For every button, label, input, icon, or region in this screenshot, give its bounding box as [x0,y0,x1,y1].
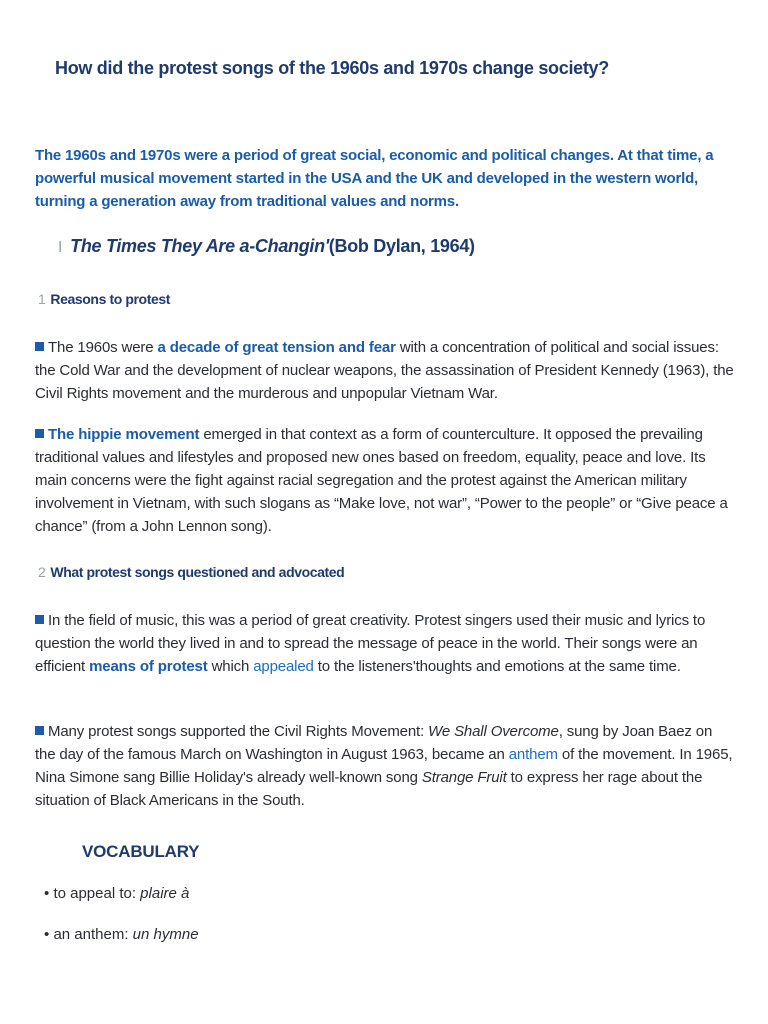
song-title-we-shall-overcome: We Shall Overcome [428,723,559,740]
song-title-strange-fruit: Strange Fruit [421,769,507,786]
paragraph-creativity: In the field of music, this was a period of great creativity. Protest singers used their music and lyrics to question the world they lived in and to spread the message of peace in the world. Their songs were an efficient means of protest which appealed to the listeners'thoughts and emotions at the same time. [35,612,706,675]
square-bullet-icon [35,726,44,735]
section-title: Reasons to protest [50,291,170,307]
section-heading-2 [38,564,344,580]
paragraph-civil-rights: Many protest songs supported the Civil Rights Movement: We Shall Overcome, sung by Joan Baez on the day of the famous March on Washington in August 1963, became an anthem of the movement. In 1965, Nina Simone sang Billie Holiday's already well-known song Strange Fruit to express her rage about the situation of Black Americans in the South. [35,723,733,809]
square-bullet-icon [35,342,44,351]
page-title: How did the protest songs of the 1960s and 1970s change society? [55,58,609,78]
vocabulary-term: an anthem: [53,926,133,943]
highlight-term: The hippie movement [48,426,200,443]
vocab-link-appealed[interactable]: appealed [253,658,314,675]
paragraph-hippie: The hippie movement emerged in that context as a form of counterculture. It opposed the prevailing traditional values and lifestyles and proposed new ones based on freedom, equality, peace and love. Its main concerns were the fight against racial segregation and the protest against the American military involvement in Vietnam, with such slogans as “Make love, not war”, “Power to the people” or “Give peace a chance” (from a John Lennon song). [35,426,728,535]
vocabulary-bullet: • [44,885,50,902]
section-title: What protest songs questioned and advocated [50,564,345,580]
vocabulary-term: to appeal to: [53,885,141,902]
vocabulary-heading: VOCABULARY [82,842,200,861]
section-heading-1 [38,291,170,307]
vocabulary-translation: un hymne [132,926,199,943]
paragraph-tension: The 1960s were a decade of great tension and fear with a concentration of political and social issues: the Cold War and the development of nuclear weapons, the assassination of President Kennedy (1963), the Civil Rights movement and the murderous and unpopular Vietnam War. [35,339,734,402]
song-name: The Times They Are a-Changin' [70,236,329,256]
section-number: 2 [38,564,46,580]
vocabulary-bullet: • [44,926,50,943]
highlight-term: a decade of great tension and fear [157,339,396,356]
vocabulary-item [44,926,199,943]
vocab-link-anthem[interactable]: anthem [508,746,558,763]
square-bullet-icon [35,429,44,438]
song-heading [58,236,475,257]
vocabulary-item [44,885,189,902]
song-credit: (Bob Dylan, 1964) [328,236,475,256]
vocabulary-translation: plaire à [140,885,190,902]
intro-paragraph: The 1960s and 1970s were a period of great social, economic and political changes. At that time, a powerful musical movement started in the USA and the UK and developed in the western world, turning a generation away from traditional values and norms. [35,147,714,210]
square-bullet-icon [35,615,44,624]
song-heading-marker: I [58,239,63,256]
highlight-term: means of protest [89,658,208,675]
section-number: 1 [38,291,46,307]
